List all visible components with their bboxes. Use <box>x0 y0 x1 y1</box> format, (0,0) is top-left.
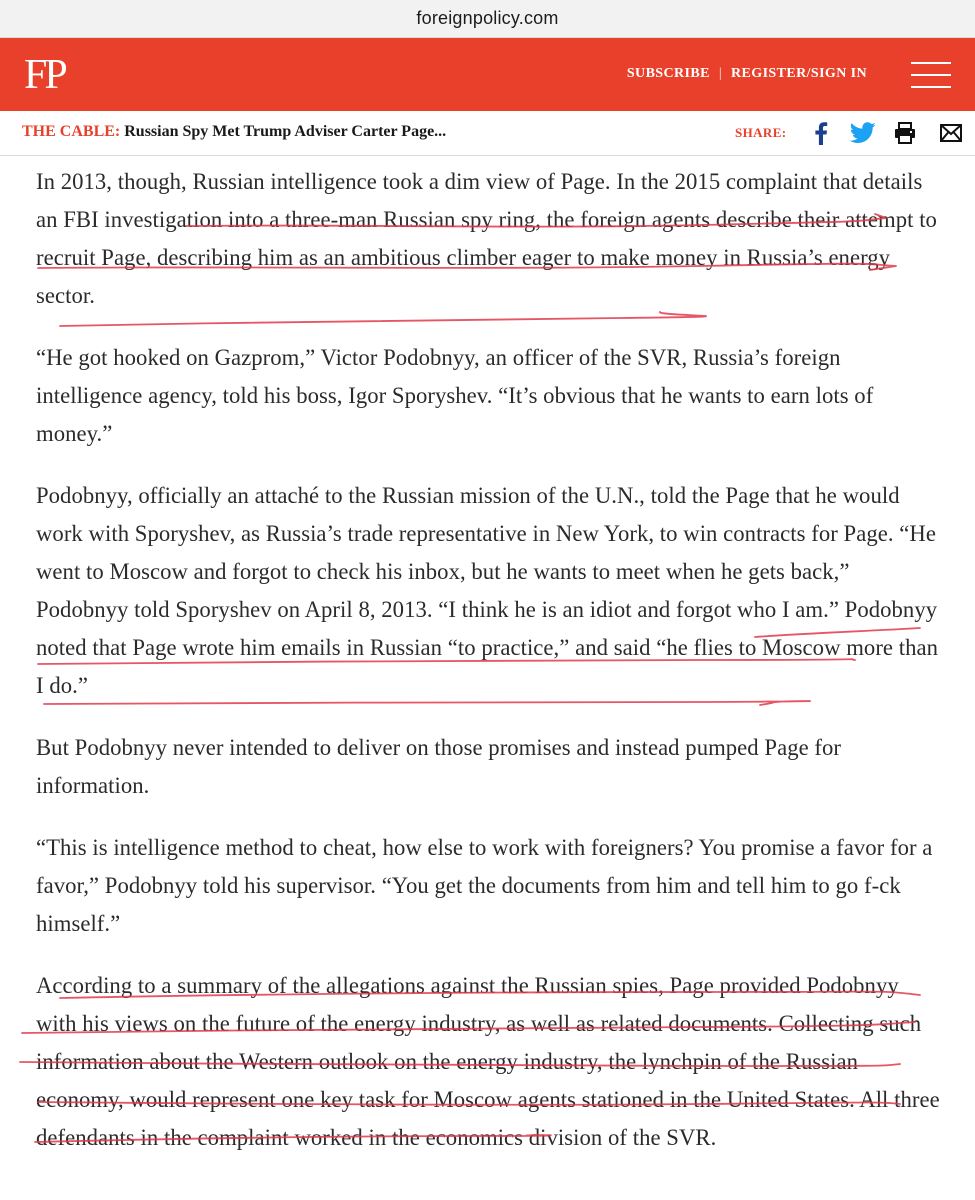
headline-text: Russian Spy Met Trump Adviser Carter Page... <box>124 123 447 140</box>
article-body <box>36 163 941 1181</box>
header-separator: | <box>718 66 723 81</box>
register-signin-link[interactable]: REGISTER/SIGN IN <box>731 66 867 81</box>
fp-logo[interactable]: FP <box>24 52 65 98</box>
subscribe-link[interactable]: SUBSCRIBE <box>626 66 710 81</box>
article-paragraph: In 2013, though, Russian intelligence took a dim view of Page. In the 2015 complaint that details an FBI investigation into a three-man Russian spy ring, the foreign agents describe their attempt to recruit Page, describing him as an ambitious climber eager to make money in Russia’s energy sector. <box>36 169 937 308</box>
hamburger-menu-icon[interactable] <box>911 61 951 89</box>
article-paragraph: But Podobnyy never intended to deliver on those promises and instead pumped Page for information. <box>36 735 842 798</box>
share-toolbar <box>735 119 965 147</box>
article-paragraph: “This is intelligence method to cheat, how else to work with foreigners? You promise a favor for a favor,” Podobnyy told his supervisor. “You get the documents from him and tell him to go f-ck himself.” <box>36 835 933 936</box>
article-paragraph: “He got hooked on Gazprom,” Victor Podobnyy, an officer of the SVR, Russia’s foreign intelligence agency, told his boss, Igor Sporyshev. “It’s obvious that he wants to earn lots of money.” <box>36 345 874 446</box>
browser-url-bar[interactable] <box>0 0 975 38</box>
email-icon[interactable] <box>937 119 965 147</box>
article-headline[interactable] <box>22 123 446 141</box>
section-kicker: THE CABLE: <box>22 123 121 140</box>
article-paragraph: According to a summary of the allegations against the Russian spies, Page provided Podobnyy with his views on the future of the energy industry, as well as related documents. Collecting such information about the Western outlook on the energy industry, the lynchpin of the Russian economy, would represent one key task for Moscow agents stationed in the United States. All three defendants in the complaint worked in the economics division of the SVR. <box>36 973 940 1150</box>
share-label: SHARE: <box>735 125 787 140</box>
header-links <box>627 66 867 82</box>
twitter-icon[interactable] <box>849 119 877 147</box>
url-text[interactable]: foreignpolicy.com <box>416 8 559 28</box>
facebook-icon[interactable] <box>807 119 835 147</box>
article-paragraph: Podobnyy, officially an attaché to the Russian mission of the U.N., told the Page that he would work with Sporyshev, as Russia’s trade representative in New York, to win contracts for Page. “He went to Moscow and forgot to check his inbox, but he wants to meet when he gets back,” Podobnyy told Sporyshev on April 8, 2013. “I think he is an idiot and forgot who I am.” Podobnyy noted that Page wrote him emails in Russian “to practice,” and said “he flies to Moscow more than I do.” <box>36 483 939 698</box>
site-header <box>0 38 975 111</box>
article-title-bar <box>0 111 975 156</box>
print-icon[interactable] <box>891 119 919 147</box>
